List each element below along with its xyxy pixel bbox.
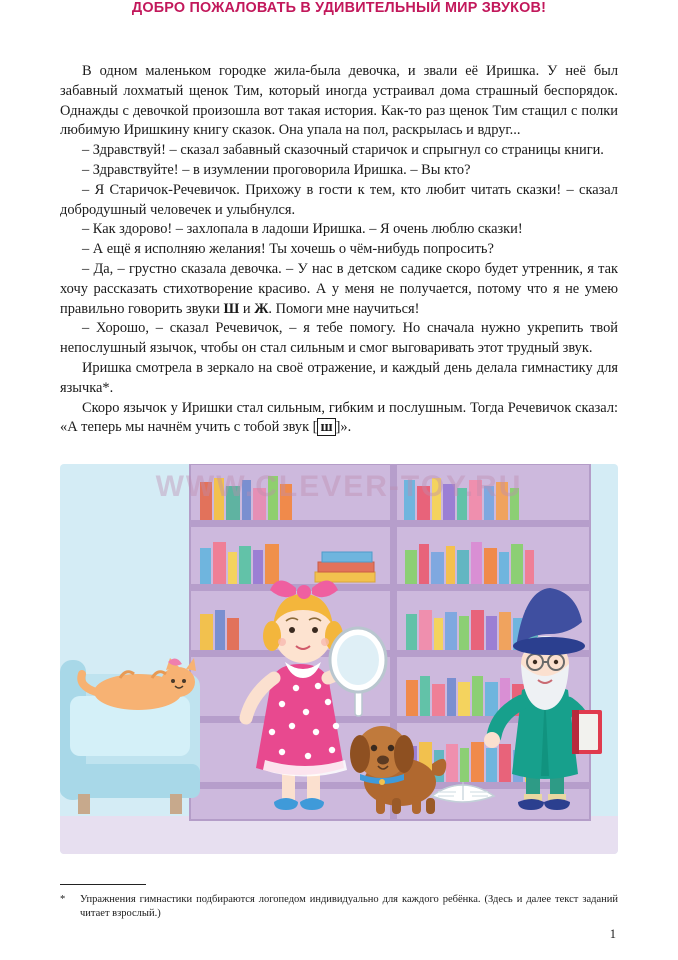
paragraph-10: Скоро язычок у Иришки стал сильным, гибким и послушным. Тогда Речевичок сказал: «А теперь мы начнём учить с тобой звук [ ш ]». bbox=[60, 399, 618, 436]
paragraph-2: – Здравствуй! – сказал забавный сказочный старичок и спрыгнул со страницы книги. bbox=[82, 142, 604, 159]
page-number: 1 bbox=[609, 927, 616, 941]
paragraph-3: – Здравствуйте! – в изумлении проговорила Иришка. – Вы кто? bbox=[82, 161, 471, 178]
paragraph-9: Иришка смотрела в зеркало на своё отражение, и каждый день делала гимнастику для язычка*. bbox=[60, 359, 618, 396]
article-body bbox=[60, 62, 618, 438]
page-title: ДОБРО ПОЖАЛОВАТЬ В УДИВИТЕЛЬНЫЙ МИР ЗВУКОВ! bbox=[131, 0, 547, 16]
footnote-marker: * bbox=[60, 894, 66, 905]
paragraph-1: В одном маленьком городке жила-была девочка, и звали её Иришка. У неё был забавный лохматый щенок Тим, который иногда устраивал дома страшный беспорядок. Однажды с девочкой произошла вот такая история. Как-то раз щенок Тим стащил с полки любимую Иришкину книгу сказок. Она упала на пол, раскрылась и вдруг... bbox=[60, 63, 618, 139]
paragraph-6: – А ещё я исполняю желания! Ты хочешь о чём-нибудь попросить? bbox=[82, 241, 494, 258]
footnote-text: Упражнения гимнастики подбираются логопедом индивидуально для каждого ребёнка. (Здесь и далее текст заданий читает взрослый.) bbox=[80, 894, 618, 919]
paragraph-8: – Хорошо, – сказал Речевичок, – я тебе помогу. Но сначала нужно укрепить твой непослушный язычок, чтобы он стал сильным и смог выговаривать этот трудный звук. bbox=[60, 320, 618, 357]
footnote bbox=[60, 893, 618, 921]
text-block bbox=[60, 62, 618, 438]
watermark: WWW.CLEVER-TOY.RU bbox=[155, 470, 523, 503]
footnote-divider bbox=[60, 884, 146, 885]
illustration bbox=[60, 464, 618, 854]
paragraph-5: – Как здорово! – захлопала в ладоши Иришка. – Я очень люблю сказки! bbox=[82, 221, 523, 238]
paragraph-4: – Я Старичок-Речевичок. Прихожу в гости к тем, кто любит читать сказки! – сказал добродушный человечек и улыбнулся. bbox=[60, 181, 618, 218]
illustration-svg bbox=[60, 464, 618, 854]
paragraph-7: – Да, – грустно сказала девочка. – У нас в детском садике скоро будет утренник, я так хочу рассказать стихотворение красиво. А у меня не получается, потому что я не умею правильно говорить звуки Ш и Ж. Помоги мне научиться! bbox=[60, 260, 618, 317]
